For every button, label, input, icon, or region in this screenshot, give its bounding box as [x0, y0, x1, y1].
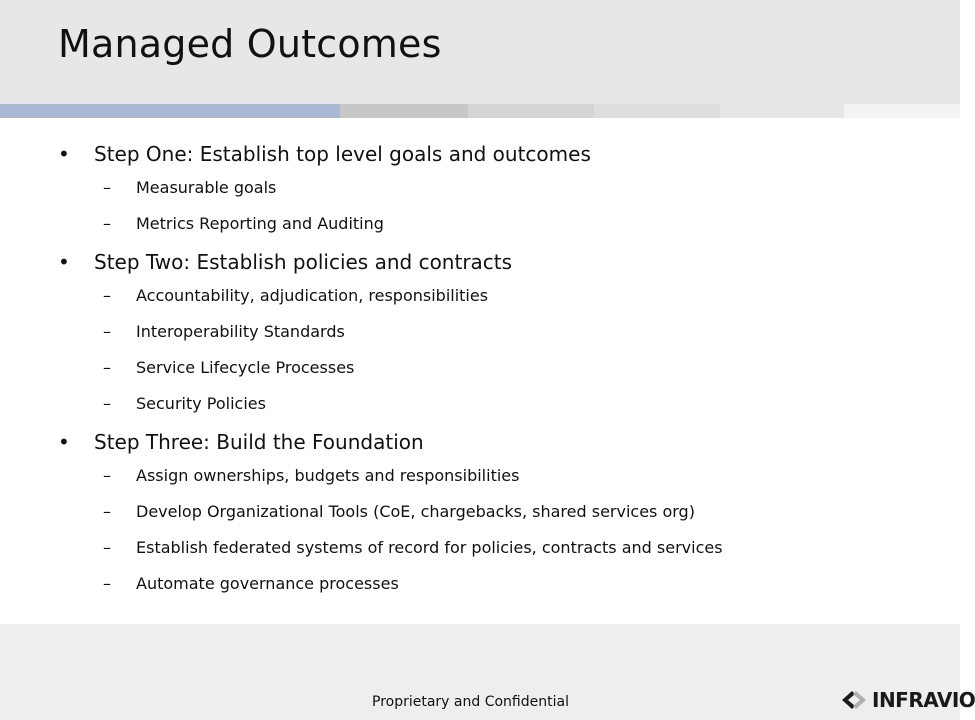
slide-title: Managed Outcomes: [58, 22, 442, 66]
dash-icon: –: [103, 502, 111, 521]
dash-icon: –: [103, 322, 111, 341]
list-item: [0, 286, 960, 306]
list-item: [0, 178, 960, 198]
dash-icon: –: [103, 214, 111, 233]
accent-bar: [0, 104, 960, 118]
company-logo: [840, 688, 975, 712]
accent-segment: [340, 104, 468, 118]
accent-segment: [214, 104, 340, 118]
dash-icon: –: [103, 574, 111, 593]
bullet-icon: •: [58, 250, 70, 274]
list-item-text: Security Policies: [136, 394, 266, 413]
accent-segment: [0, 104, 214, 118]
list-item-text: Interoperability Standards: [136, 322, 345, 341]
list-item-text: Automate governance processes: [136, 574, 399, 593]
dash-icon: –: [103, 394, 111, 413]
list-item: [0, 394, 960, 414]
section-heading-text: Step One: Establish top level goals and outcomes: [94, 142, 591, 166]
footer-text: Proprietary and Confidential: [372, 694, 569, 710]
list-item: [0, 322, 960, 342]
list-item: [0, 538, 960, 558]
list-item: [0, 214, 960, 234]
list-item: [0, 502, 960, 522]
section-heading-text: Step Three: Build the Foundation: [94, 430, 424, 454]
list-item-text: Develop Organizational Tools (CoE, chargebacks, shared services org): [136, 502, 695, 521]
list-item: [0, 466, 960, 486]
list-item-text: Measurable goals: [136, 178, 277, 197]
accent-segment: [594, 104, 720, 118]
infravio-chevron-logo-icon: [840, 689, 870, 711]
accent-segment: [844, 104, 960, 118]
bullet-icon: •: [58, 142, 70, 166]
section-heading-text: Step Two: Establish policies and contracts: [94, 250, 513, 274]
slide-footer: [0, 624, 960, 720]
logo-text: INFRAVIO: [872, 688, 975, 712]
list-item-text: Assign ownerships, budgets and responsibilities: [136, 466, 520, 485]
slide-header: [0, 0, 960, 104]
accent-segment: [468, 104, 594, 118]
dash-icon: –: [103, 358, 111, 377]
list-item-text: Accountability, adjudication, responsibilities: [136, 286, 489, 305]
list-item-text: Establish federated systems of record for policies, contracts and services: [136, 538, 723, 557]
dash-icon: –: [103, 286, 111, 305]
dash-icon: –: [103, 178, 111, 197]
section-heading: [0, 430, 960, 454]
accent-segment: [720, 104, 844, 118]
dash-icon: –: [103, 538, 111, 557]
dash-icon: –: [103, 466, 111, 485]
list-item-text: Service Lifecycle Processes: [136, 358, 355, 377]
bullet-icon: •: [58, 430, 70, 454]
slide-body: [0, 118, 960, 624]
list-item: [0, 358, 960, 378]
section-heading: [0, 142, 960, 166]
list-item: [0, 574, 960, 594]
outline-list: [0, 142, 960, 610]
section-heading: [0, 250, 960, 274]
list-item-text: Metrics Reporting and Auditing: [136, 214, 384, 233]
